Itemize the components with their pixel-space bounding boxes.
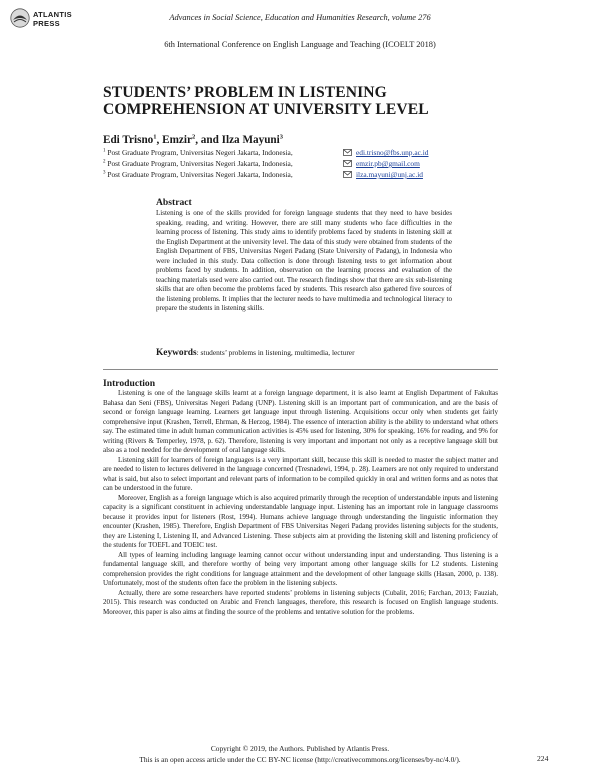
affiliation-3-text: Post Graduate Program, Universitas Negeri Jakarta, Indonesia, <box>107 170 293 179</box>
author-list <box>103 134 283 146</box>
publisher-name-line2: PRESS <box>33 18 60 28</box>
keywords-separator: : <box>196 348 201 357</box>
introduction-paragraph: All types of learning including language learning cannot occur without understanding input and understanding. Thus listening is a fundamental language skill, and therefore worthy of being very important among other language skills for L2 students. Listening comprehension provides the right conditions for language attainment and the development of other language skills (Hasan, 2000, p. 138). Unfortunately, most of the students often face the problem in the listening subjects. <box>103 550 498 587</box>
author-2: Emzir <box>162 134 192 146</box>
author-1-affiliation: 1 <box>153 133 157 141</box>
conference-header: 6th International Conference on English Language and Teaching (ICOELT 2018) <box>164 40 436 49</box>
affiliation-2-text: Post Graduate Program, Universitas Negeri Jakarta, Indonesia, <box>107 159 293 168</box>
author-3-affiliation: 3 <box>279 133 283 141</box>
introduction-paragraph: Moreover, English as a foreign language which is also acquired primarily through the reception of understandable inputs and listening capacity is a significant constituent in achieving understandable language input. Listening has an important role in language classrooms because it provides input for listeners (Rost, 1994). Humans achieve language through understanding the linguistic information they encounter (Krashen, 1985). Therefore, English Department of FBS Universitas Negeri Padang provides listening subjects for the students, they are Listening I, Listening II, and Advanced Listening. These subjects aim at providing the listening skill and listening proficiency of the students for TOEFL and TOEIC test. <box>103 493 498 549</box>
envelope-icon <box>343 160 352 167</box>
paper-title-line1: STUDENTS’ PROBLEM IN LISTENING <box>103 84 387 101</box>
envelope-icon <box>343 171 352 178</box>
author-separator: , and <box>195 134 222 146</box>
introduction-heading: Introduction <box>103 378 156 389</box>
license-line: This is an open access article under the CC BY-NC license (http://creativecommons.org/licenses/by-nc/4.0/). <box>139 755 461 764</box>
keywords-text: students’ problems in listening, multimedia, lecturer <box>200 348 355 357</box>
author-3: Ilza Mayuni <box>221 134 280 146</box>
abstract-text: Listening is one of the skills provided for foreign language students that they need to have besides speaking, reading, and writing. However, there are still many students who face difficulties in the learning process of listening. This study aims to identify problems faced by students in listening skill at the English Department at the university level. The data of this study were obtained from students of the English Department of FBS, Universitas Negeri Padang (State University of Padang), in Indonesia who were included in this study. Data collection is done through listening tests to get information about problems faced by students. In addition, observation on the learning process and evaluation of the teaching materials used were also carried out. The research findings show that there are six sub-listening skills that are often become the problems faced by students. This research also gathered five sources of the listening problems. It implies that the lecturer needs to have multimedia and technological literacy to prepare the students in listening skills. <box>156 209 452 312</box>
introduction-paragraph: Actually, there are some researchers have reported students’ problems in listening subjects (Cubalit, 2016; Farchan, 2013; Fauziah, 2015). This research was conducted on Arabic and French languages, therefore, this research is focused on English language students. Moreover, this paper is also aims at finding the source of the problems and tentative solution for the problems. <box>103 588 498 616</box>
section-divider <box>103 369 498 370</box>
affiliation-3-number: 3 <box>103 170 106 176</box>
affiliation-1-email-link[interactable]: edi.trisno@fbs.unp.ac.id <box>356 148 429 157</box>
keywords-label: Keywords <box>156 348 197 358</box>
introduction-paragraph: Listening is one of the language skills learnt at a foreign language department, it is also learnt at English Department of Fakultas Bahasa dan Seni (FBS), Universitas Negeri Padang (UNP). Listening skill is an important part of communication, and are the basis of second or foreign language learning. Learners get language input through listening. Acquisitions occur only when students get fairly comprehensive input (Krashen, Terrell, Ehrman, & Herzog, 1984). The essence of interaction ability is the ability to understand what others say. The estimated time in adult human communication activities is 45% used for listening, 30% for speaking, 16% for reading, and 9% for writing (Rivers & Temperley, 1978, p. 62). Therefore, listening is very important and important not only as a receptive language skill but also as a tool needed for the development of oral language skills. <box>103 389 498 454</box>
author-2-affiliation: 2 <box>191 133 196 141</box>
affiliation-1-number: 1 <box>103 148 106 154</box>
paper-title <box>103 84 523 118</box>
page-footer <box>0 743 600 765</box>
keywords <box>156 348 355 358</box>
author-1: Edi Trisno <box>103 134 154 146</box>
affiliation-3-email-link[interactable]: ilza.mayuni@unj.ac.id <box>356 170 423 179</box>
author-separator: , <box>156 134 163 146</box>
page-number: 224 <box>537 754 549 763</box>
copyright-line: Copyright © 2019, the Authors. Published by Atlantis Press. <box>210 744 390 753</box>
affiliation-1-text: Post Graduate Program, Universitas Negeri Jakarta, Indonesia, <box>107 148 293 157</box>
envelope-icon <box>343 149 352 156</box>
affiliation-3 <box>103 170 293 179</box>
introduction-body <box>103 389 498 617</box>
affiliation-1 <box>103 148 293 157</box>
affiliation-2-email-link[interactable]: emzir.pb@gmail.com <box>356 159 420 168</box>
affiliation-2 <box>103 159 293 168</box>
abstract-heading: Abstract <box>156 197 192 208</box>
journal-header: Advances in Social Science, Education and Humanities Research, volume 276 <box>169 13 431 22</box>
introduction-paragraph: Listening skill for learners of foreign languages is a very important skill, because this skill is needed to master the subject matter and are needed to listen to lectures delivered in the language concerned (Tresnadewi, 1994, p. 28). Learners are not only required to understand what is said, but also to select important and relevant parts of information to be compiled quickly in oral and written forms and as notes that can be understood in the future. <box>103 455 498 492</box>
affiliation-2-number: 2 <box>103 159 106 165</box>
publisher-name-line1: ATLANTIS <box>33 10 72 19</box>
paper-title-line2: COMPREHENSION AT UNIVERSITY LEVEL <box>103 101 429 118</box>
